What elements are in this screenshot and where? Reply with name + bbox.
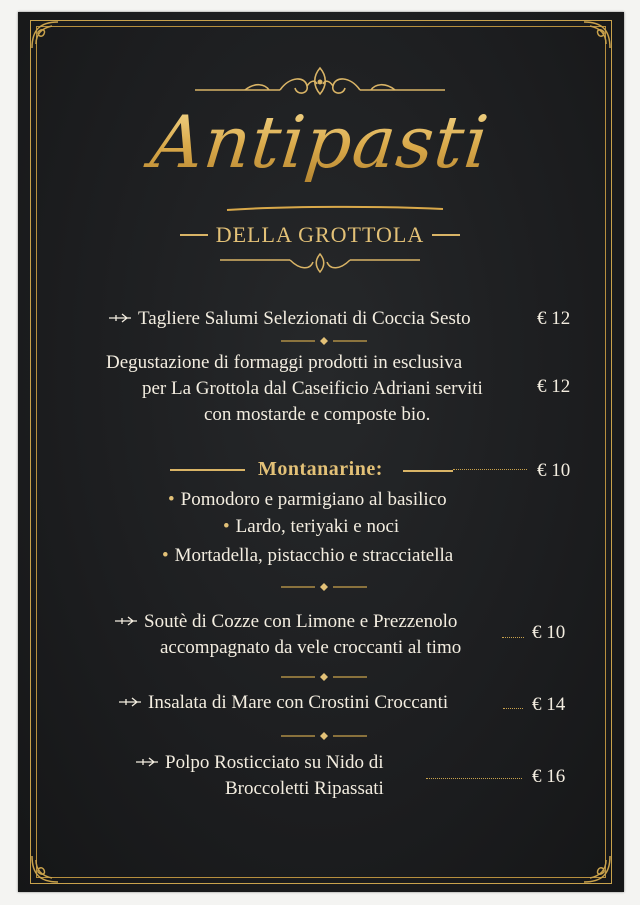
subtitle-row	[0, 222, 640, 248]
item-price: € 14	[532, 694, 566, 715]
title-underline	[225, 205, 445, 213]
corner-ornament-icon	[580, 18, 614, 52]
item-name: Soutè di Cozze con Limone e Prezzenolo	[144, 611, 458, 632]
item-price: € 16	[532, 766, 566, 787]
item-price: € 10	[537, 460, 571, 481]
diamond-separator-icon	[279, 672, 369, 682]
subtitle: DELLA GROTTOLA	[215, 222, 425, 247]
item-price: € 12	[537, 376, 571, 397]
corner-ornament-icon	[580, 852, 614, 886]
diamond-separator-icon	[279, 582, 369, 592]
item-name: Insalata di Mare con Crostini Croccanti	[148, 692, 449, 713]
ornamental-flourish-icon	[185, 62, 455, 102]
list-item: • Lardo, teriyaki e noci	[223, 516, 400, 537]
item-name: Tagliere Salumi Selezionati di Coccia Sesto	[138, 308, 471, 329]
item-description: con mostarde e composte bio.	[204, 404, 431, 425]
item-description: accompagnato da vele croccanti al timo	[160, 637, 462, 658]
list-item: • Mortadella, pistacchio e stracciatella	[162, 545, 454, 566]
item-name: Polpo Rosticciato su Nido di	[165, 752, 384, 773]
arrow-ornament-icon	[108, 313, 132, 323]
arrow-ornament-icon	[114, 616, 138, 626]
arrow-ornament-icon	[135, 757, 159, 767]
item-price: € 10	[532, 622, 566, 643]
section-title: Montanarine:	[258, 458, 383, 480]
page-title: Antipasti	[0, 100, 640, 184]
corner-ornament-icon	[28, 18, 62, 52]
item-description: Broccoletti Ripassati	[225, 778, 384, 799]
item-price: € 12	[537, 308, 571, 329]
corner-ornament-icon	[28, 852, 62, 886]
item-description: per La Grottola dal Caseificio Adriani serviti	[142, 378, 483, 399]
list-item: • Pomodoro e parmigiano al basilico	[168, 489, 447, 510]
diamond-separator-icon	[279, 336, 369, 346]
arrow-ornament-icon	[118, 697, 142, 707]
item-description: Degustazione di formaggi prodotti in esclusiva	[106, 352, 463, 373]
diamond-separator-icon	[279, 731, 369, 741]
ornamental-flourish-icon	[215, 250, 425, 278]
